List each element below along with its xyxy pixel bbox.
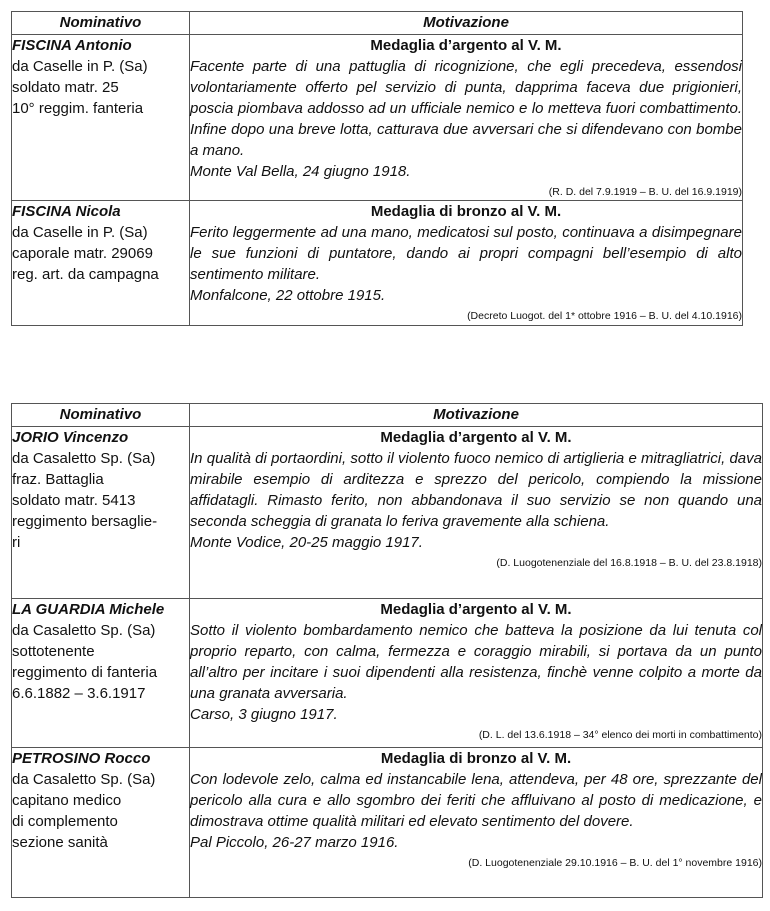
- person-detail: da Casaletto Sp. (Sa): [12, 450, 156, 467]
- table-header-row: [12, 12, 743, 35]
- person-detail: 6.6.1882 – 3.6.1917: [12, 685, 146, 702]
- place-date: Pal Piccolo, 26-27 marzo 1916.: [190, 834, 399, 851]
- person-cell: [12, 748, 190, 898]
- person-cell: [12, 427, 190, 599]
- place-date: Monfalcone, 22 ottobre 1915.: [190, 287, 386, 304]
- source-reference: (D. Luogotenenziale del 16.8.1918 – B. U. del 23.8.1918): [496, 557, 762, 569]
- motivation-cell: [190, 427, 763, 599]
- table-row: [12, 35, 743, 201]
- motivation-text: Ferito leggermente ad una mano, medicatosi sul posto, continuava a disimpegnare le sue funzioni di puntatore, dando ai propri compagni bell’esempio di alto sentimento militare.: [190, 224, 742, 283]
- person-detail: reggimento bersaglie-: [12, 513, 158, 530]
- source-reference: (D. L. del 13.6.1918 – 34° elenco dei morti in combattimento): [478, 729, 762, 741]
- person-detail: 10° reggim. fanteria: [12, 100, 144, 117]
- award-title: Medaglia d’argento al V. M.: [380, 601, 572, 618]
- person-detail: reg. art. da campagna: [12, 266, 159, 283]
- person-name: FISCINA Nicola: [12, 203, 121, 220]
- header-motivazione: Motivazione: [190, 12, 743, 35]
- person-detail: da Caselle in P. (Sa): [12, 224, 148, 241]
- person-detail: di complemento: [12, 813, 118, 830]
- person-detail: soldato matr. 25: [12, 79, 119, 96]
- header-nominativo: Nominativo: [12, 12, 190, 35]
- person-detail: reggimento di fanteria: [12, 664, 158, 681]
- person-cell: [12, 35, 190, 201]
- person-detail: sottotenente: [12, 643, 95, 660]
- motivation-cell: [190, 35, 743, 201]
- person-detail: fraz. Battaglia: [12, 471, 104, 488]
- motivation-text: Con lodevole zelo, calma ed instancabile lena, attendeva, per 48 ore, sprezzante del pericolo alla cura e allo sgombro dei feriti che affluivano al posto di medicazione, e dimostrava ottime qualità militari ed elevato sentimento del dovere.: [190, 771, 762, 830]
- person-detail: capitano medico: [12, 792, 122, 809]
- motivation-cell: [190, 599, 763, 748]
- table-header-row: [12, 404, 763, 427]
- source-reference: (R. D. del 7.9.1919 – B. U. del 16.9.1919): [548, 186, 742, 198]
- motivation-text: Facente parte di una pattuglia di ricognizione, che egli precedeva, essendosi volontariamente offerto pel servizio di punta, dapprima faceva due prigionieri, poscia piombava addosso ad un ufficiale nemico e lo metteva fuori combattimento. Infine dopo una breve lotta, catturava due avversari che si difendevano con bombe a mano.: [190, 58, 742, 159]
- person-name: LA GUARDIA Michele: [12, 601, 165, 618]
- award-title: Medaglia di bronzo al V. M.: [380, 750, 572, 767]
- place-date: Monte Vodice, 20-25 maggio 1917.: [190, 534, 423, 551]
- person-detail: ri: [12, 534, 21, 551]
- source-reference: (Decreto Luogot. del 1* ottobre 1916 – B. U. del 4.10.1916): [467, 310, 742, 322]
- award-title: Medaglia d’argento al V. M.: [370, 37, 562, 54]
- person-detail: sezione sanità: [12, 834, 108, 851]
- motivation-cell: [190, 748, 763, 898]
- decorations-table-2: [11, 403, 763, 898]
- person-name: PETROSINO Rocco: [12, 750, 151, 767]
- person-detail: da Caselle in P. (Sa): [12, 58, 148, 75]
- header-nominativo: Nominativo: [12, 404, 190, 427]
- place-date: Carso, 3 giugno 1917.: [190, 706, 338, 723]
- table-row: [12, 748, 763, 898]
- decorations-table-1: [11, 11, 743, 326]
- header-motivazione: Motivazione: [190, 404, 763, 427]
- table-row: [12, 427, 763, 599]
- motivation-cell: [190, 201, 743, 326]
- person-detail: caporale matr. 29069: [12, 245, 153, 262]
- person-cell: [12, 201, 190, 326]
- award-title: Medaglia di bronzo al V. M.: [370, 203, 562, 220]
- person-name: JORIO Vincenzo: [12, 429, 129, 446]
- place-date: Monte Val Bella, 24 giugno 1918.: [190, 163, 411, 180]
- person-detail: da Casaletto Sp. (Sa): [12, 771, 156, 788]
- motivation-text: Sotto il violento bombardamento nemico che batteva la posizione da lui tenuta col proprio reparto, con calma, fermezza e coraggio mirabili, si portava da un punto all’altro per incitare i suoi dipendenti alla resistenza, finchè venne colpito a morte da una granata avversaria.: [190, 622, 762, 702]
- person-cell: [12, 599, 190, 748]
- person-detail: soldato matr. 5413: [12, 492, 136, 509]
- person-name: FISCINA Antonio: [12, 37, 132, 54]
- motivation-text: In qualità di portaordini, sotto il violento fuoco nemico di artiglieria e mitragliatrici, dava mirabile esempio di arditezza e sprezzo del pericolo, compiendo la missione affidatagli. Rimasto ferito, non abbandonava il suo servizio se non quando una seconda scheggia di granata lo feriva gravemente alla schiena.: [190, 450, 762, 530]
- table-row: [12, 599, 763, 748]
- person-detail: da Casaletto Sp. (Sa): [12, 622, 156, 639]
- table-row: [12, 201, 743, 326]
- award-title: Medaglia d’argento al V. M.: [380, 429, 572, 446]
- source-reference: (D. Luogotenenziale 29.10.1916 – B. U. del 1° novembre 1916): [468, 857, 762, 869]
